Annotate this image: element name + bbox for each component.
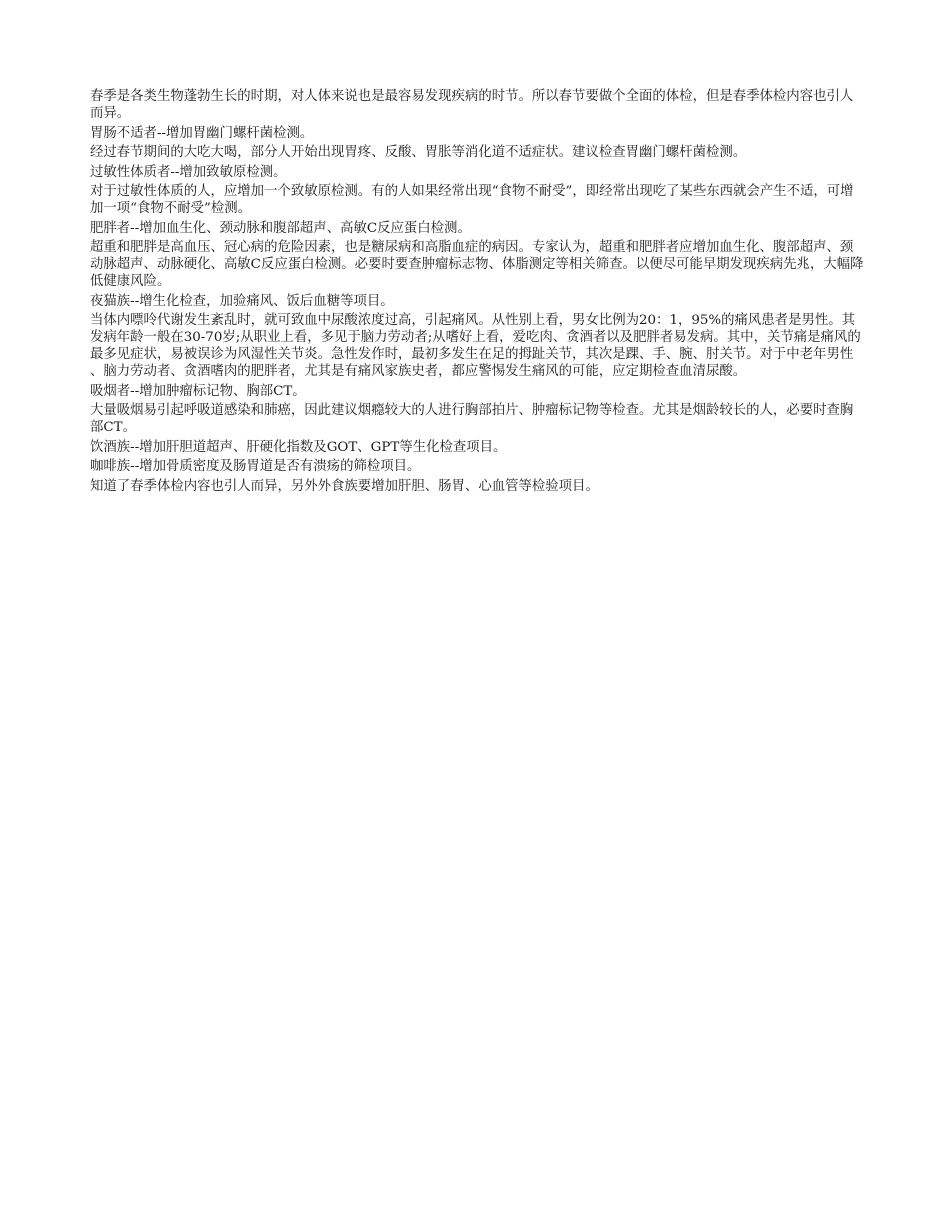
paragraph-smoker: 大量吸烟易引起呼吸道感染和肺癌，因此建议烟瘾较大的人进行胸部拍片、肿瘤标记物等检查。尤其是烟龄较长的人，必要时查胸部CT。	[90, 403, 854, 435]
heading-coffee: 咖啡族--增加骨质密度及肠胃道是否有溃疡的筛检项目。	[90, 459, 421, 474]
intro-paragraph: 春季是各类生物蓬勃生长的时期，对人体来说也是最容易发现疾病的时节。所以春节要做个全面的体检，但是春季体检内容也引人而异。	[90, 89, 854, 121]
closing-paragraph: 知道了春季体检内容也引人而异，另外外食族要增加肝胆、肠胃、心血管等检验项目。	[90, 478, 599, 494]
paragraph-allergy: 对于过敏性体质的人，应增加一个致敏原检测。有的人如果经常出现“食物不耐受”，即经常出现吃了某些东西就会产生不适，可增加一项“食物不耐受”检测。	[90, 184, 854, 216]
paragraph-obesity: 超重和肥胖是高血压、冠心病的危险因素，也是糖尿病和高脂血症的病因。专家认为，超重和肥胖者应增加血生化、腹部超声、颈动脉超声、动脉硬化、高敏C反应蛋白检测。必要时要查肿瘤标志物、体脂测定等相关筛查。以便尽可能早期发现疾病先兆，大幅降低健康风险。	[90, 240, 864, 289]
heading-allergy: 过敏性体质者--增加致敏原检测。	[90, 164, 287, 180]
heading-drinker: 饮酒族--增加肝胆道超声、肝硬化指数及GOT、GPT等生化检查项目。	[90, 439, 507, 455]
heading-smoker: 吸烟者--增加肿瘤标记物、胸部CT。	[90, 383, 306, 399]
paragraph-gout: 当体内嘌呤代谢发生紊乱时，就可致血中尿酸浓度过高，引起痛风。从性别上看，男女比例为20：1，95%的痛风患者是男性。其发病年龄一般在30-70岁;从职业上看，多见于脑力劳动者;从嗜好上看，爱吃肉、贪酒者以及肥胖者易发病。其中，关节痛是痛风的最多见症状，易被误诊为风湿性关节炎。急性发作时，最初多发生在足的拇趾关节，其次是踝、手、腕、肘关节。对于中老年男性、脑力劳动者、贪酒嗜肉的肥胖者，尤其是有痛风家族史者，都应警惕发生痛风的可能，应定期检查血清尿酸。	[90, 313, 861, 379]
heading-night-owl: 夜猫族--增生化检查，加验痛风、饭后血糖等项目。	[90, 293, 394, 309]
heading-obesity: 肥胖者--增加血生化、颈动脉和腹部超声、高敏C反应蛋白检测。	[90, 220, 471, 236]
paragraph-stomach: 经过春节期间的大吃大喝，部分人开始出现胃疼、反酸、胃胀等消化道不适症状。建议检查胃幽门螺杆菌检测。	[90, 145, 747, 160]
document-body	[90, 88, 865, 497]
heading-stomach: 胃肠不适者--增加胃幽门螺杆菌检测。	[90, 125, 314, 141]
